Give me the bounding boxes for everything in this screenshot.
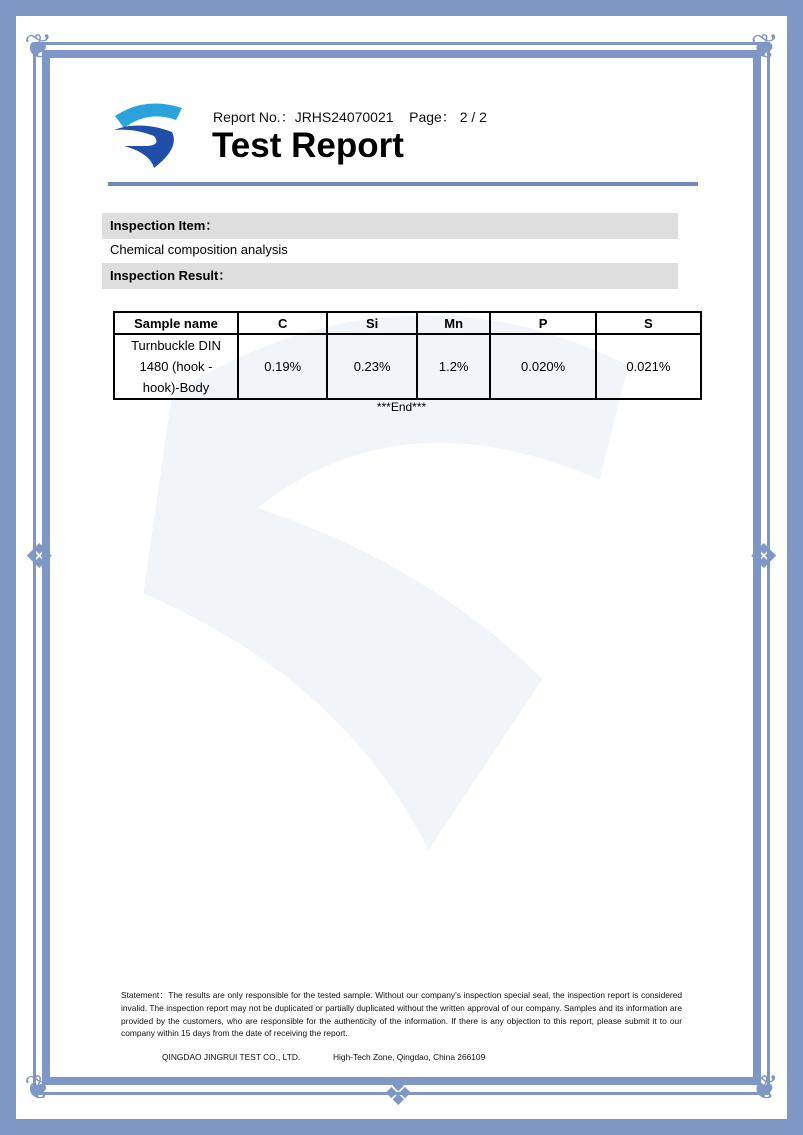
- column-header: Si: [327, 312, 416, 334]
- corner-ornament-icon: ❦: [750, 28, 779, 66]
- value-cell: 0.19%: [238, 334, 327, 399]
- report-number-text: Report No.：JRHS24070021: [213, 109, 394, 125]
- table-header-row: [114, 312, 701, 334]
- side-ornament-icon: ❖: [24, 538, 55, 576]
- page-title: Test Report: [212, 126, 404, 165]
- header-divider: [108, 182, 698, 186]
- results-table: [113, 311, 702, 400]
- sample-name-cell: Turnbuckle DIN 1480 (hook - hook)-Body: [114, 334, 238, 399]
- value-cell: 0.020%: [490, 334, 595, 399]
- column-header: Mn: [417, 312, 491, 334]
- value-cell: 1.2%: [417, 334, 491, 399]
- inspection-item-value: Chemical composition analysis: [110, 242, 288, 257]
- value-cell: 0.23%: [327, 334, 416, 399]
- column-header: C: [238, 312, 327, 334]
- table-row: [114, 334, 701, 399]
- company-address: High-Tech Zone, Qingdao, China 266109: [333, 1052, 486, 1062]
- company-logo-icon: [110, 98, 185, 170]
- company-name: QINGDAO JINGRUI TEST CO., LTD.: [162, 1052, 301, 1062]
- column-header: P: [490, 312, 595, 334]
- column-header: S: [596, 312, 701, 334]
- inspection-item-heading: Inspection Item：: [102, 213, 678, 239]
- statement-text: Statement：The results are only responsible for the tested sample. Without our company's inspection special seal, the inspection report is considered invalid. The inspection report may not be duplicated or partially duplicated without the written approval of our company. Samples and its information are provided by the customers, who are responsible for the authenticity of the information. If there is any objection to this report, please submit it to our company within 15 days from the date of receiving the report.: [121, 990, 682, 1039]
- report-number: [213, 107, 487, 127]
- side-ornament-icon: ❖: [748, 538, 779, 576]
- corner-ornament-icon: ❦: [750, 1069, 779, 1107]
- corner-ornament-icon: ❦: [24, 1069, 53, 1107]
- page-number-text: Page： 2 / 2: [409, 109, 487, 125]
- corner-ornament-icon: ❦: [24, 28, 53, 66]
- inspection-result-heading: Inspection Result：: [102, 263, 678, 289]
- end-marker: ***End***: [376, 400, 427, 414]
- bottom-ornament-icon: ❖: [383, 1075, 414, 1113]
- value-cell: 0.021%: [596, 334, 701, 399]
- column-header: Sample name: [114, 312, 238, 334]
